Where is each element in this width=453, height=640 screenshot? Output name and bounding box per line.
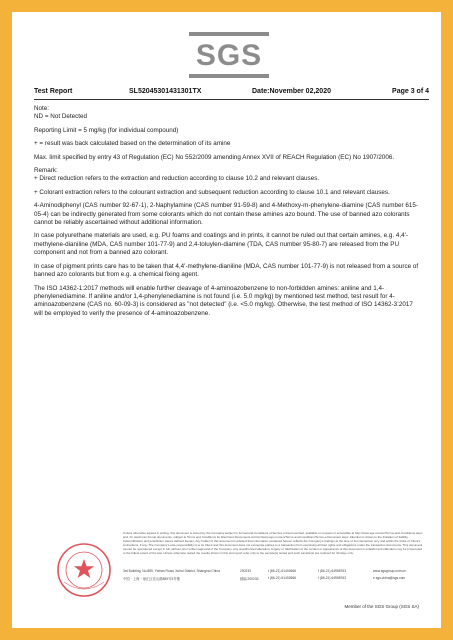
contact-fax: f (86-21) 64958763: [318, 569, 347, 573]
contact-phone-cn: t (86-21) 61402666: [268, 576, 297, 580]
body-paragraph: + Colorant extraction refers to the colourant extraction and subsequent reduction according to clause 10.1 and relevant clauses.: [34, 188, 390, 196]
body-paragraph: In case of pigment prints care has to be taken that 4,4'-methylene-dianiline (MDA, CAS number 101-77-9) is not released from a source of banned azo colorants but from e.g. a chemical fixing agent.: [34, 262, 419, 279]
sgs-logo: [189, 32, 269, 80]
contact-postcode-cn: 邮编:200233: [240, 577, 259, 581]
report-body: [34, 105, 422, 323]
contact-info: [123, 569, 428, 583]
body-paragraph: + = result was back calculated based on the determination of its amine: [34, 140, 231, 148]
contact-row: [123, 576, 428, 583]
body-paragraph: In case polyurethane materials are used, e.g. PU foams and coatings and in prints, it cannot be ruled out that certain amines, e.g. 4,4'-methylene-dianiline (MDA, CAS number 101-77-9) and 2,4-toluylen-diamine (TDA, CAS number 95-80-7) are released from the PU component and not from a banned azo colorant.: [34, 232, 408, 257]
document-page: [12, 12, 441, 628]
member-note: Member of the SGS Group (SGS SA): [344, 604, 419, 609]
contact-address: 3rd Building, No.889, Yishan Road, Xuhui District, Shanghai China: [123, 569, 220, 573]
contact-fax-cn: f (86-21) 64958763: [318, 576, 347, 580]
report-number: SL52045301431301TX: [129, 88, 202, 95]
body-paragraph: Note: ND = Not Detected: [34, 105, 88, 121]
contact-postcode: 200233: [240, 569, 252, 573]
body-paragraph: Remark: + Direct reduction refers to the extraction and reduction according to clause 10.2 and relevant clauses.: [34, 167, 320, 183]
contact-row: [123, 569, 428, 576]
contact-phone: t (86-21) 61402666: [268, 569, 297, 573]
contact-email[interactable]: e sgs.china@sgs.com: [373, 576, 406, 580]
page-number: Page 3 of 4: [392, 88, 429, 95]
contact-address-cn: 中国・上海・徐汇区宜山路889号3号楼: [123, 577, 180, 581]
logo-bottom-bar: [189, 74, 269, 78]
contact-web[interactable]: www.sgsgroup.com.cn: [373, 569, 406, 573]
report-label: Test Report: [34, 88, 73, 95]
body-paragraph: 4-Aminodiphenyl (CAS number 92-67-1), 2-Naphylamine (CAS number 91-59-8) and 4-Methoxy-m-phenylene-diamine (CAS number 615-05-4) can be indirectly generated from some colorants which do not contain these amines azo bound. The use of banned azo colorants cannot be reliably ascertained without additional information.: [34, 202, 418, 227]
header-rule: [34, 99, 429, 100]
body-paragraph: The ISO 14362-1:2017 methods will enable further cleavage of 4-aminoazobenzene to non-forbidden amines: aniline and 1,4-phenylenediamine. If aniline and/or 1,4-phenylenediamine is not found (i.e. 5.0 mg/kg) by mentioned test method, test result for 4-aminoazobenzene (CAS no. 60-09-3) is considered as "not detected" (i.e. <5.0 mg/kg). Otherwise, the test method of ISO 14362-3:2017 will be employed to verify the presence of 4-aminoazobenzene.: [34, 284, 413, 317]
body-paragraph: Reporting Limit = 5 mg/kg (for individual compound): [34, 126, 179, 134]
body-paragraph: Max. limit specified by entry 43 of Regulation (EC) No 552/2009 amending Annex XVII of REACH Regulation (EC) No 1907/2006.: [34, 153, 395, 161]
company-seal-icon: [56, 542, 112, 598]
logo-text: SGS: [195, 39, 263, 72]
terms-and-conditions: Unless otherwise agreed in writing, this document is issued by the Company subject to its General Conditions of Service printed overleaf, available on request or accessible at http://www.sgs.com/en/Terms-and-Conditions.aspx and, for electronic format documents, subject to Terms and Conditions for Electronic Documents at http://www.sgs.com/en/Terms-and-Conditions/Terms-e-Document.aspx. Attention is drawn to the limitation of liability, indemnification and jurisdiction issues defined therein. Any holder of this document is advised that information contained hereon reflects the Company's findings at the time of its intervention only and within the limits of Client's instructions, if any. The Company's sole responsibility is to its Client and this document does not exonerate parties to a transaction from exercising all their rights and obligations under the transaction documents. This document cannot be reproduced except in full, without prior written approval of the Company. Any unauthorized alteration, forgery or falsification of the content or appearance of this document is unlawful and offenders may be prosecuted to the fullest extent of the law. Unless otherwise stated the results shown in this test report refer only to the sample(s) tested and such sample(s) are retained for 30 days only.: [123, 531, 423, 555]
logo-top-bar: [189, 32, 269, 36]
report-date: Date:November 02,2020: [252, 88, 331, 95]
